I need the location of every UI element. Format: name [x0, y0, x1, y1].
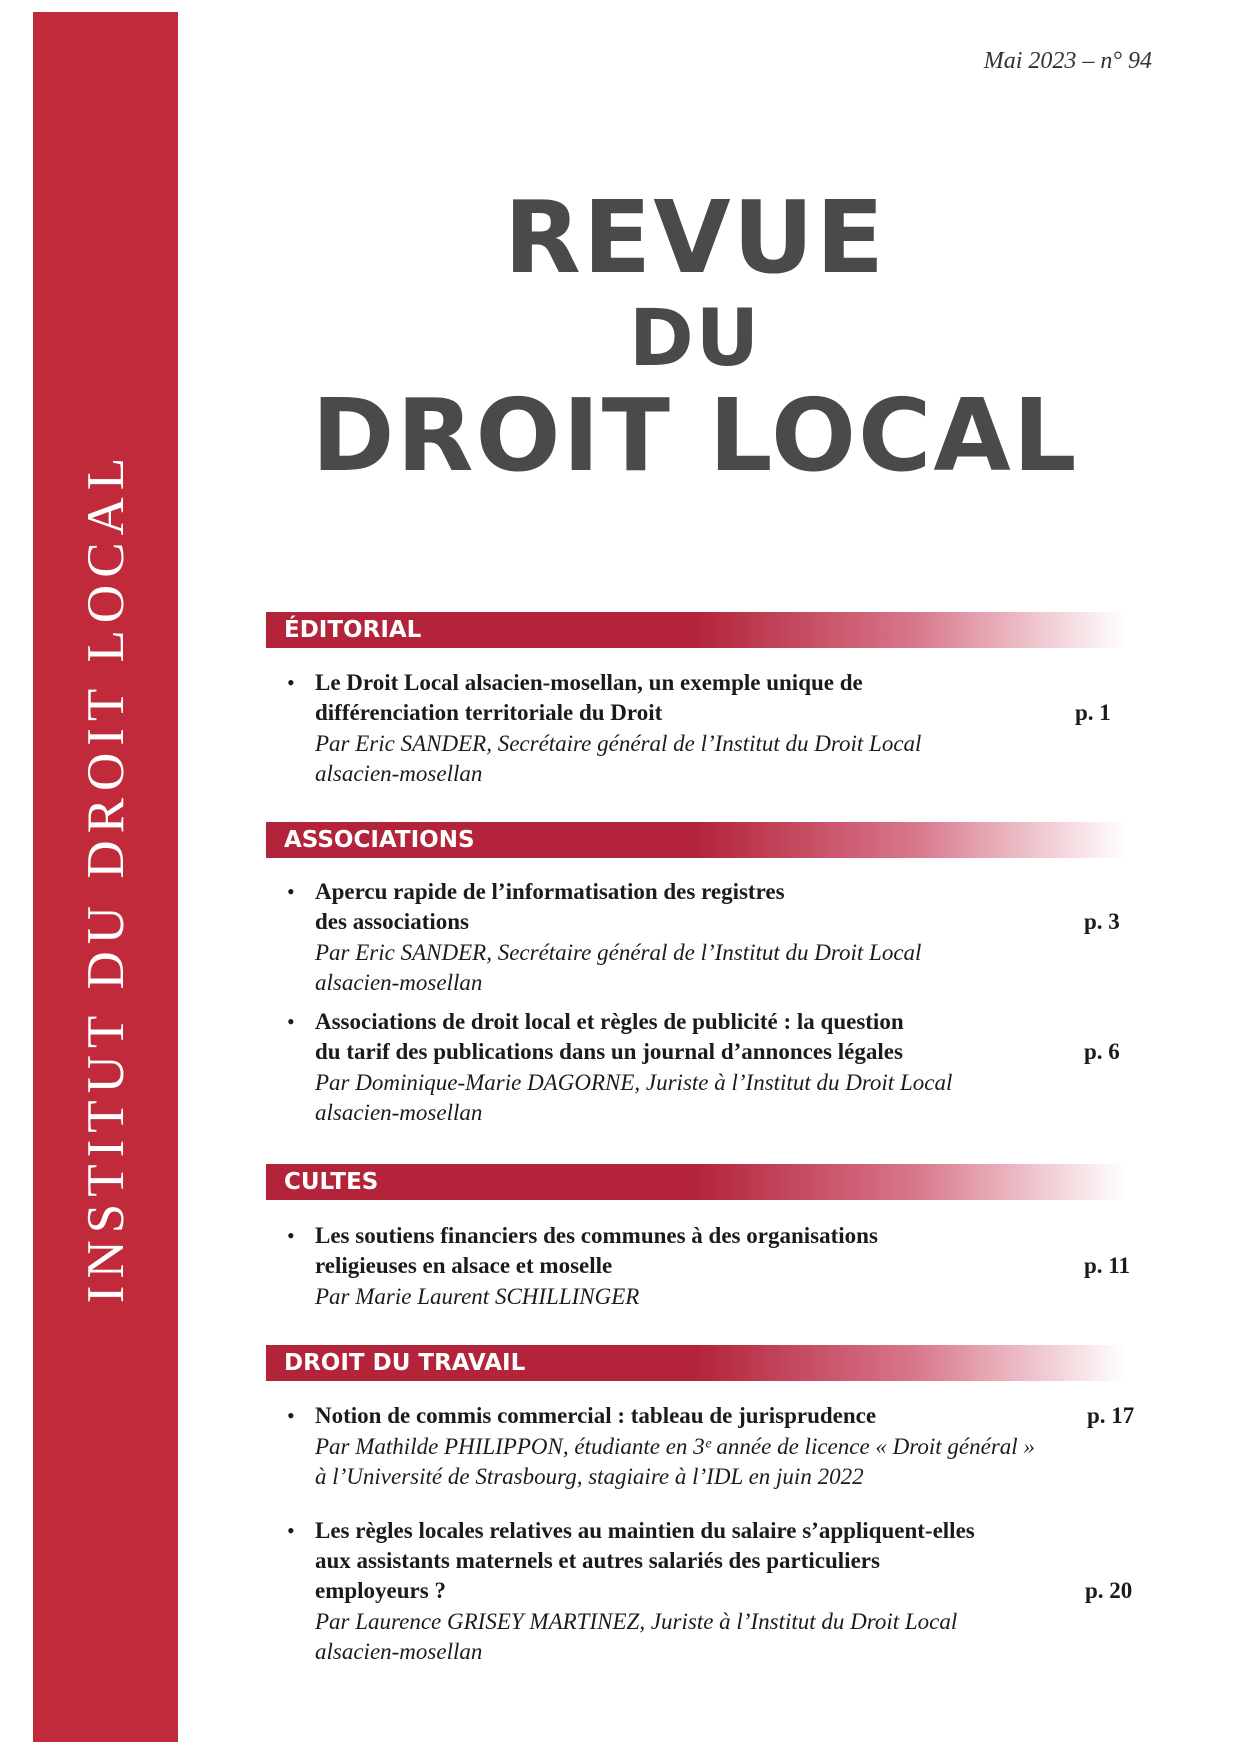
- entry-page: p. 20: [1085, 1578, 1133, 1603]
- entry-author-line: alsacien-mosellan: [315, 1639, 483, 1664]
- bullet-icon: •: [287, 670, 295, 695]
- entry-author-line: Par Mathilde PHILIPPON, étudiante en 3ᵉ année de licence « Droit général »: [315, 1434, 1035, 1459]
- section-label: CULTES: [284, 1169, 379, 1195]
- entry-page: p. 3: [1084, 909, 1120, 934]
- entry-page: p. 6: [1084, 1039, 1120, 1064]
- masthead-line-1: REVUE: [503, 179, 887, 296]
- section-label: ÉDITORIAL: [284, 617, 422, 643]
- section-label: ASSOCIATIONS: [284, 827, 475, 853]
- entry-author-line: alsacien-mosellan: [315, 761, 483, 786]
- entry-author-line: à l’Université de Strasbourg, stagiaire à l’IDL en juin 2022: [315, 1464, 864, 1489]
- entry-title-line: religieuses en alsace et moselle: [315, 1253, 613, 1278]
- entry-author-line: Par Eric SANDER, Secrétaire général de l’Institut du Droit Local: [315, 940, 922, 965]
- entry-title-line: Associations de droit local et règles de publicité : la question: [315, 1009, 904, 1034]
- entry-author-line: Par Eric SANDER, Secrétaire général de l’Institut du Droit Local: [315, 731, 922, 756]
- entry-page: p. 11: [1084, 1253, 1131, 1278]
- bullet-icon: •: [287, 1518, 295, 1543]
- entry-title-line: des associations: [315, 909, 469, 934]
- entry-author-line: Par Laurence GRISEY MARTINEZ, Juriste à l’Institut du Droit Local: [315, 1609, 958, 1634]
- section-label: DROIT DU TRAVAIL: [284, 1350, 526, 1376]
- entry-author-line: alsacien-mosellan: [315, 970, 483, 995]
- entry-title-line: Notion de commis commercial : tableau de jurisprudence: [315, 1403, 877, 1428]
- entry-page: p. 17: [1087, 1403, 1135, 1428]
- bullet-icon: •: [287, 1403, 295, 1428]
- entry-title-line: Les règles locales relatives au maintien du salaire s’appliquent-elles: [315, 1518, 975, 1543]
- entry-author-line: Par Dominique-Marie DAGORNE, Juriste à l’Institut du Droit Local: [315, 1070, 953, 1095]
- bullet-icon: •: [287, 879, 295, 904]
- institute-name: INSTITUT DU DROIT LOCAL: [76, 450, 135, 1304]
- entry-title-line: Les soutiens financiers des communes à des organisations: [315, 1223, 878, 1248]
- entry-title-line: employeurs ?: [315, 1578, 446, 1603]
- masthead-line-3: DROIT LOCAL: [311, 377, 1079, 494]
- issue-date: Mai 2023 – n° 94: [983, 48, 1152, 74]
- entry-author-line: alsacien-mosellan: [315, 1100, 483, 1125]
- masthead-line-2: DU: [628, 294, 762, 384]
- entry-title-line: Apercu rapide de l’informatisation des registres: [315, 879, 785, 904]
- section-header-droit-du-travail: [266, 1345, 1126, 1381]
- sidebar-band: [33, 12, 178, 1742]
- section-header-cultes: [266, 1164, 1126, 1200]
- entry-title-line: aux assistants maternels et autres salariés des particuliers: [315, 1548, 880, 1573]
- entry-title-line: du tarif des publications dans un journal d’annonces légales: [315, 1039, 903, 1064]
- bullet-icon: •: [287, 1223, 295, 1248]
- entry-title-line: Le Droit Local alsacien-mosellan, un exemple unique de: [315, 670, 863, 695]
- section-header-associations: [266, 822, 1126, 858]
- section-header-editorial: [266, 612, 1126, 648]
- entry-title-line: différenciation territoriale du Droit: [315, 700, 663, 725]
- bullet-icon: •: [287, 1009, 295, 1034]
- entry-page: p. 1: [1075, 700, 1111, 725]
- entry-author-line: Par Marie Laurent SCHILLINGER: [315, 1284, 640, 1309]
